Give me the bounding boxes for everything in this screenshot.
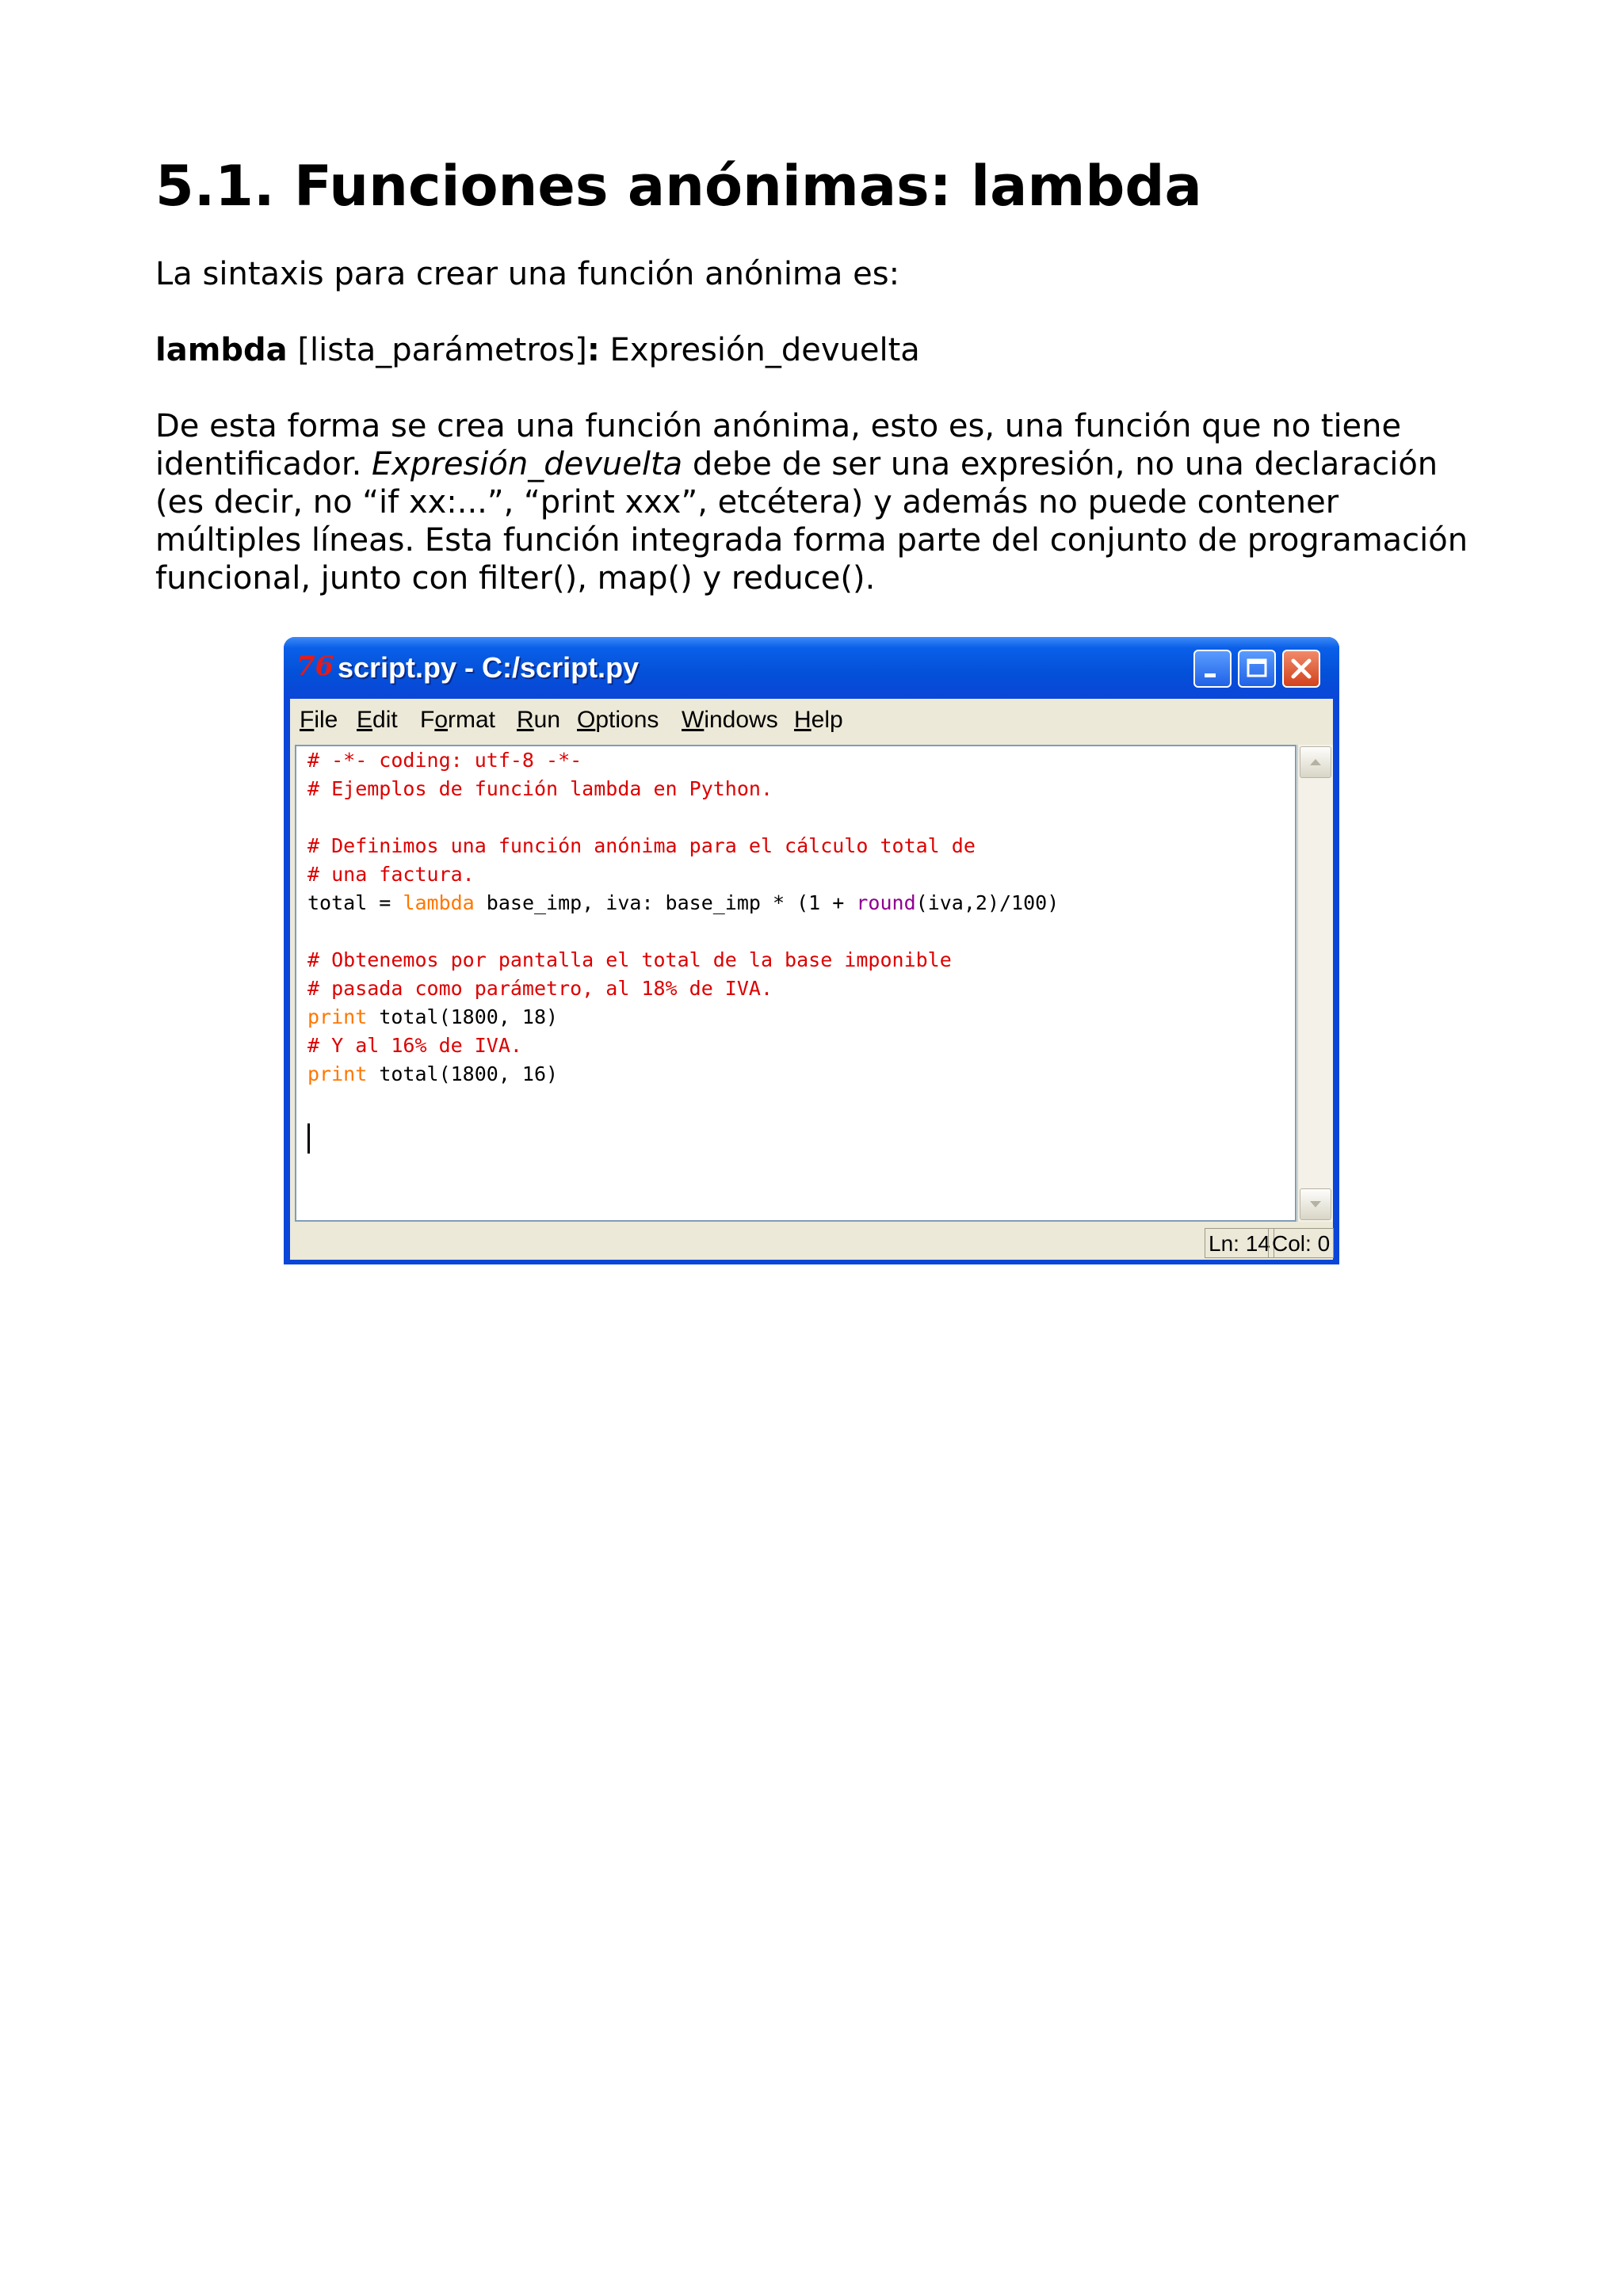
description-part2: debe de ser una expresión, no una declaración (es decir, no “if xx:...”, “print xxx”, etcétera) y además no puede contener múltiples líneas. Esta función integrada forma parte del conjunto de programación funcional, junto con filter(), map() y reduce().	[155, 446, 1468, 597]
arrow-up-icon	[1300, 747, 1331, 777]
code-line: # una factura.	[307, 863, 475, 886]
column-number-status: Col: 0	[1268, 1228, 1334, 1258]
menu-help[interactable]: Help	[794, 707, 843, 733]
menu-format[interactable]: Format	[420, 707, 496, 733]
maximize-button[interactable]	[1238, 650, 1276, 688]
close-icon	[1284, 651, 1319, 686]
syntax-colon: :	[586, 332, 600, 368]
text-cursor	[307, 1123, 310, 1154]
code-line: # Ejemplos de función lambda en Python.	[307, 777, 773, 800]
code-line: print total(1800, 16)	[307, 1062, 559, 1085]
section-heading: 5.1. Funciones anónimas: lambda	[155, 154, 1202, 219]
syntax-keyword: lambda	[155, 332, 288, 368]
code-text-area[interactable]	[295, 745, 1296, 1222]
syntax-line	[155, 331, 1471, 369]
close-button[interactable]	[1282, 650, 1320, 688]
status-bar	[290, 1225, 1333, 1260]
menu-file[interactable]: File	[300, 707, 338, 733]
line-number-status: Ln: 14	[1205, 1228, 1274, 1258]
code-line: # Y al 16% de IVA.	[307, 1034, 522, 1057]
maximize-icon	[1239, 651, 1274, 686]
description-paragraph	[155, 407, 1471, 597]
menu-windows[interactable]: Windows	[682, 707, 778, 733]
minimize-icon	[1195, 651, 1230, 686]
code-line: total = lambda base_imp, iva: base_imp * (1 + round(iva,2)/100)	[307, 891, 1060, 914]
window-title: script.py - C:/script.py	[338, 651, 640, 684]
description-italic: Expresión_devuelta	[372, 446, 683, 482]
vertical-scrollbar[interactable]	[1297, 745, 1333, 1222]
minimize-button[interactable]	[1193, 650, 1232, 688]
menu-run[interactable]: Run	[517, 707, 561, 733]
intro-paragraph: La sintaxis para crear una función anónima es:	[155, 256, 900, 292]
window-titlebar[interactable]	[284, 637, 1339, 699]
idle-editor-window	[284, 637, 1339, 1264]
editor-area	[290, 742, 1333, 1225]
idle-logo-icon: 76	[296, 650, 334, 682]
syntax-expression: Expresión_devuelta	[599, 332, 920, 368]
code-line: # -*- coding: utf-8 -*-	[307, 749, 582, 772]
code-line: # Definimos una función anónima para el cálculo total de	[307, 834, 976, 857]
code-line: # pasada como parámetro, al 18% de IVA.	[307, 977, 773, 1000]
scroll-down-button[interactable]	[1300, 1188, 1331, 1220]
menu-bar	[290, 699, 1333, 742]
code-line: print total(1800, 18)	[307, 1005, 559, 1028]
scroll-up-button[interactable]	[1300, 746, 1331, 778]
description-part1: De esta forma se crea una función anónima, esto es, una función que no tiene identificador.	[155, 408, 1402, 482]
code-line: # Obtenemos por pantalla el total de la base imponible	[307, 948, 952, 971]
syntax-params: [lista_parámetros]	[287, 332, 587, 368]
menu-options[interactable]: Options	[577, 707, 659, 733]
arrow-down-icon	[1300, 1189, 1331, 1219]
menu-edit[interactable]: Edit	[357, 707, 398, 733]
